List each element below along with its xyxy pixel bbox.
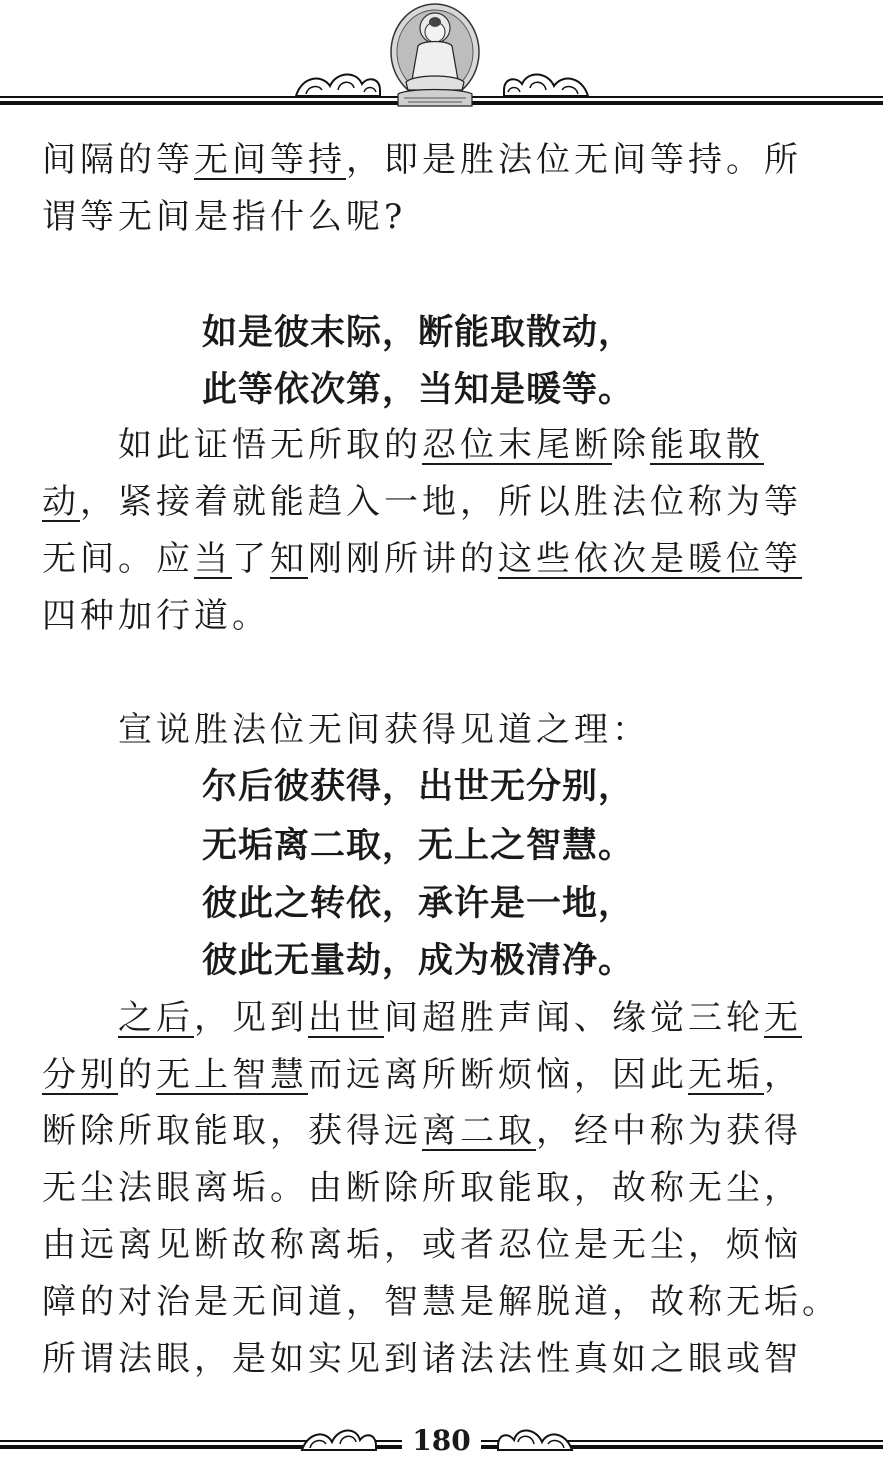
text-span: 障的对治是无间道，智慧是解脱道，故称无垢。 [42,1282,840,1322]
text-span: 谓等无间是指什么呢? [42,197,407,237]
verse2-line-4: 彼此无量劫，成为极清净。 [202,941,635,981]
p2-line-1 [42,425,764,465]
underlined-term: 分别 [42,1055,118,1095]
verse1-line-2: 此等依次第，当知是暖等。 [202,370,635,410]
p1-line-2 [42,197,406,237]
p3-line-1 [42,998,802,1038]
text-span: 由远离见断故称离垢，或者忍位是无尘，烦恼 [42,1225,802,1265]
underlined-term: 无间等持 [194,140,346,180]
p2-line-2 [42,482,802,522]
page-body [42,0,842,1400]
p3-line-6 [42,1282,840,1322]
verse2-line-3: 彼此之转依，承许是一地， [202,884,635,924]
p2-line-3 [42,539,802,579]
text-span: 断除所取能取，获得远 [42,1111,422,1151]
text-span: ，即是胜法位无间等持。所 [346,140,802,180]
text-span: ，紧接着就能趋入一地，所以胜法位称为等 [80,482,802,522]
underlined-term: 忍位末尾断 [422,425,612,465]
text-span: ，经中称为获得 [536,1111,802,1151]
underlined-term: 无上智慧 [156,1055,308,1095]
p1-line-1 [42,140,802,180]
verse2-line-2: 无垢离二取，无上之智慧。 [202,826,635,866]
underlined-term: 无 [764,998,802,1038]
verse2-line-1: 尔后彼获得，出世无分别， [202,767,635,807]
underlined-term: 能取散 [650,425,764,465]
page-number [0,1424,883,1457]
text-span: 无间。应 [42,539,194,579]
text-span: 刚刚所讲的 [308,539,498,579]
text-span: 间超胜声闻、缘觉三轮 [384,998,764,1038]
underlined-term: 动 [42,482,80,522]
underlined-term: 出世 [308,998,384,1038]
text-span: 所谓法眼，是如实见到诸法法性真如之眼或智 [42,1339,802,1379]
section-heading: 宣说胜法位无间获得见道之理： [42,710,650,750]
verse1-line-1: 如是彼末际，断能取散动， [202,313,635,353]
text-span: 除 [612,425,650,465]
text-span: 如此证悟无所取的 [42,425,422,465]
underlined-term: 无垢 [688,1055,764,1095]
text-span: 无尘法眼离垢。由断除所取能取，故称无尘， [42,1168,802,1208]
text-span: ，见到 [194,998,308,1038]
p3-line-2 [42,1055,802,1095]
p3-line-7 [42,1339,802,1379]
page-number-text: 180 [402,1424,480,1457]
underlined-term: 之后 [118,998,194,1038]
underlined-term: 离二取 [422,1111,536,1151]
text-span: 间隔的等 [42,140,194,180]
p3-line-5 [42,1225,802,1265]
text-span: ， [764,1055,802,1095]
text-span [42,998,118,1038]
underlined-term: 当 [194,539,232,579]
text-span: 而远离所断烦恼，因此 [308,1055,688,1095]
underlined-term: 这些依次是暖位等 [498,539,802,579]
p3-line-3 [42,1111,802,1151]
p2-line-4 [42,596,270,636]
p3-line-4 [42,1168,802,1208]
text-span: 四种加行道。 [42,596,270,636]
text-span: 的 [118,1055,156,1095]
underlined-term: 知 [270,539,308,579]
text-span: 了 [232,539,270,579]
